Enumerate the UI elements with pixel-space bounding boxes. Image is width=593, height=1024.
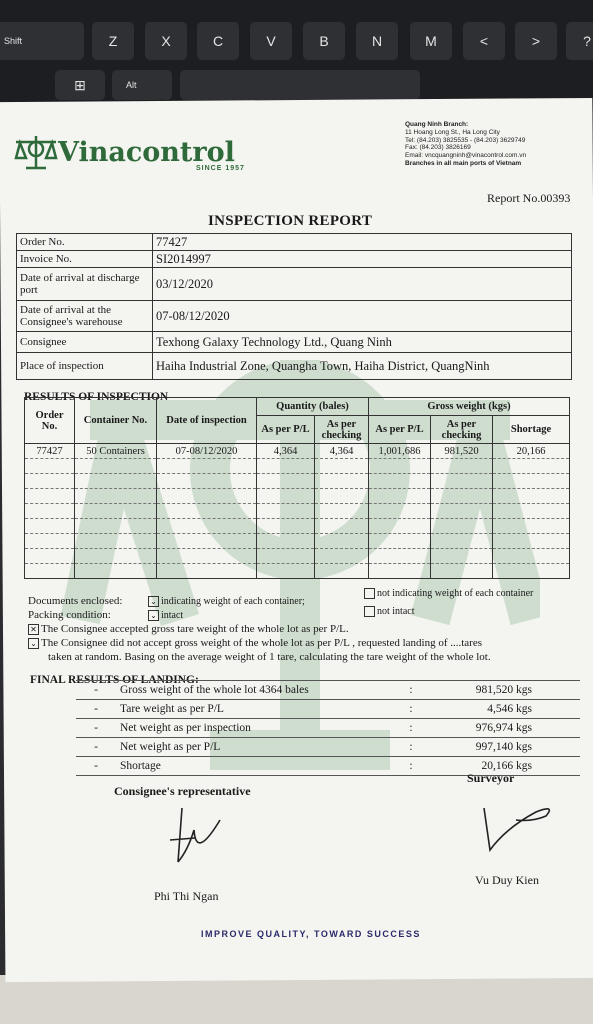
final-label: Gross weight of the whole lot 4364 bales [116,681,396,700]
table-row-empty [25,519,570,534]
footer-slogan: IMPROVE QUALITY, TOWARD SUCCESS [201,929,421,939]
final-results-table [76,680,580,776]
cell-qty-check: 4,364 [315,444,369,459]
windows-key [55,70,105,100]
accepted-checkbox[interactable]: ✕ [28,624,39,635]
info-label: Consignee [17,332,153,353]
surveyor-label: Surveyor [467,771,515,785]
info-label: Place of inspection [17,353,153,380]
info-row [17,353,572,380]
indicating-weight-label: indicating weight of each container; [161,596,305,607]
info-value: Haiha Industrial Zone, Quangha Town, Haiha District, QuangNinh [153,353,572,380]
final-label: Shortage [116,757,396,776]
branch-title: Quang Ninh Branch: [405,121,469,128]
cell-container-no: 50 Containers [75,444,157,459]
final-label: Tare weight as per P/L [116,700,396,719]
table-row-empty [25,534,570,549]
not-accepted-label: The Consignee did not accept gross weight of the whole lot as per P/L , requested landing of ....tares [41,637,483,649]
final-row: - Shortage : 20,166 kgs [76,757,580,776]
documents-section [28,588,568,664]
space-key [180,70,420,100]
col-quantity: Quantity (bales) [257,398,369,416]
cell-shortage: 20,166 [493,444,570,459]
final-row: - Gross weight of the whole lot 4364 bales : 981,520 kgs [76,681,580,700]
underlying-paper [0,975,593,1024]
m-key: M [410,22,452,60]
not-indicating-weight-label: not indicating weight of each container [377,588,534,599]
info-value: 03/12/2020 [153,268,572,301]
col-qty-check: As per checking [315,416,369,444]
col-date: Date of inspection [157,398,257,444]
final-label: Net weight as per P/L [116,738,396,757]
final-value: 981,520 kgs [426,681,580,700]
info-label: Order No. [17,234,153,251]
accepted-label: The Consignee accepted gross tare weight of the whole lot as per P/L. [41,623,349,635]
info-value: SI2014997 [153,251,572,268]
consignee-representative-name: Phi Thi Ngan [154,889,219,903]
b-key: B [303,22,345,60]
info-row [17,332,572,353]
not-accepted-checkbox[interactable]: ⌄ [28,638,39,649]
info-row [17,234,572,251]
since-label: SINCE 1957 [196,165,245,172]
x-key: X [145,22,187,60]
table-row [25,444,570,459]
intact-checkbox[interactable]: ⌄ [148,610,159,621]
consignee-signature [160,800,240,880]
windows-icon: ⊞ [74,76,86,93]
cell-gw-check: 981,520 [431,444,493,459]
final-row: - Net weight as per inspection : 976,974 kgs [76,719,580,738]
final-label: Net weight as per inspection [116,719,396,738]
col-qty-pl: As per P/L [257,416,315,444]
info-row [17,268,572,301]
slash-key: ? [566,22,593,60]
info-value: 07-08/12/2020 [153,301,572,332]
branch-note: Branches in all main ports of Vietnam [405,159,522,167]
col-gw-check: As per checking [431,416,493,444]
table-row-empty [25,504,570,519]
surveyor-name: Vu Duy Kien [475,873,539,887]
intact-label: intact [161,610,184,621]
alt-key: Alt [112,70,172,100]
final-results-heading: FINAL RESULTS OF LANDING: [30,674,199,686]
info-label: Invoice No. [17,251,153,268]
final-value: 976,974 kgs [426,719,580,738]
info-row [17,301,572,332]
v-key: V [250,22,292,60]
col-container-no: Container No. [75,398,157,444]
info-row [17,251,572,268]
final-value: 20,166 kgs [426,757,580,776]
branch-address: 11 Hoang Long St., Ha Long City [405,128,500,136]
col-order-no: Order No. [25,398,75,444]
branch-fax: Fax: (84.203) 3826169 [405,144,471,152]
indicating-weight-checkbox[interactable]: ⌄ [148,596,159,607]
not-intact-checkbox[interactable] [364,606,375,617]
surveyor-signature [476,798,566,858]
packing-condition-label: Packing condition: [28,609,111,621]
cell-qty-pl: 4,364 [257,444,315,459]
results-table [24,397,570,579]
table-row-empty [25,489,570,504]
period-key: > [515,22,557,60]
not-indicating-weight-checkbox[interactable] [364,588,375,599]
results-heading: RESULTS OF INSPECTION [24,391,169,403]
keyboard-background [0,0,593,110]
info-value: Texhong Galaxy Technology Ltd., Quang Ninh [153,332,572,353]
report-number: Report No.00393 [487,191,571,205]
not-accepted-continued: taken at random. Basing on the average weight of 1 tare, calculating the tare weight of the whole lot. [48,651,491,663]
info-label: Date of arrival at the Consignee's warehouse [17,301,153,332]
order-info-table [16,233,572,380]
documents-enclosed-label: Documents enclosed: [28,595,123,607]
brand-name: Vinacontrol [58,136,235,168]
table-row-empty [25,564,570,579]
branch-contact [405,121,526,168]
final-row: - Net weight as per P/L : 997,140 kgs [76,738,580,757]
final-row: - Tare weight as per P/L : 4,546 kgs [76,700,580,719]
col-shortage: Shortage [493,416,570,444]
table-row-empty [25,459,570,474]
final-value: 4,546 kgs [426,700,580,719]
z-key: Z [92,22,134,60]
consignee-representative-label: Consignee's representative [114,784,251,798]
col-gross-weight: Gross weight (kgs) [369,398,570,416]
table-row-empty [25,549,570,564]
comma-key: < [463,22,505,60]
branch-tel: Tel: (84.203) 3825535 - (84.203) 3629749 [405,136,526,144]
page-title: INSPECTION REPORT [208,213,373,229]
table-row-empty [25,474,570,489]
c-key: C [197,22,239,60]
scale-logo-icon [14,134,58,170]
branch-email: Email: vncquangninh@vinacontrol.com.vn [405,152,527,160]
info-value: 77427 [153,234,572,251]
shift-key: Shift [0,22,84,60]
final-value: 997,140 kgs [426,738,580,757]
cell-date: 07-08/12/2020 [157,444,257,459]
info-label: Date of arrival at discharge port [17,268,153,301]
cell-order-no: 77427 [25,444,75,459]
cell-gw-pl: 1,001,686 [369,444,431,459]
col-gw-pl: As per P/L [369,416,431,444]
not-intact-label: not intact [377,606,415,617]
n-key: N [356,22,398,60]
